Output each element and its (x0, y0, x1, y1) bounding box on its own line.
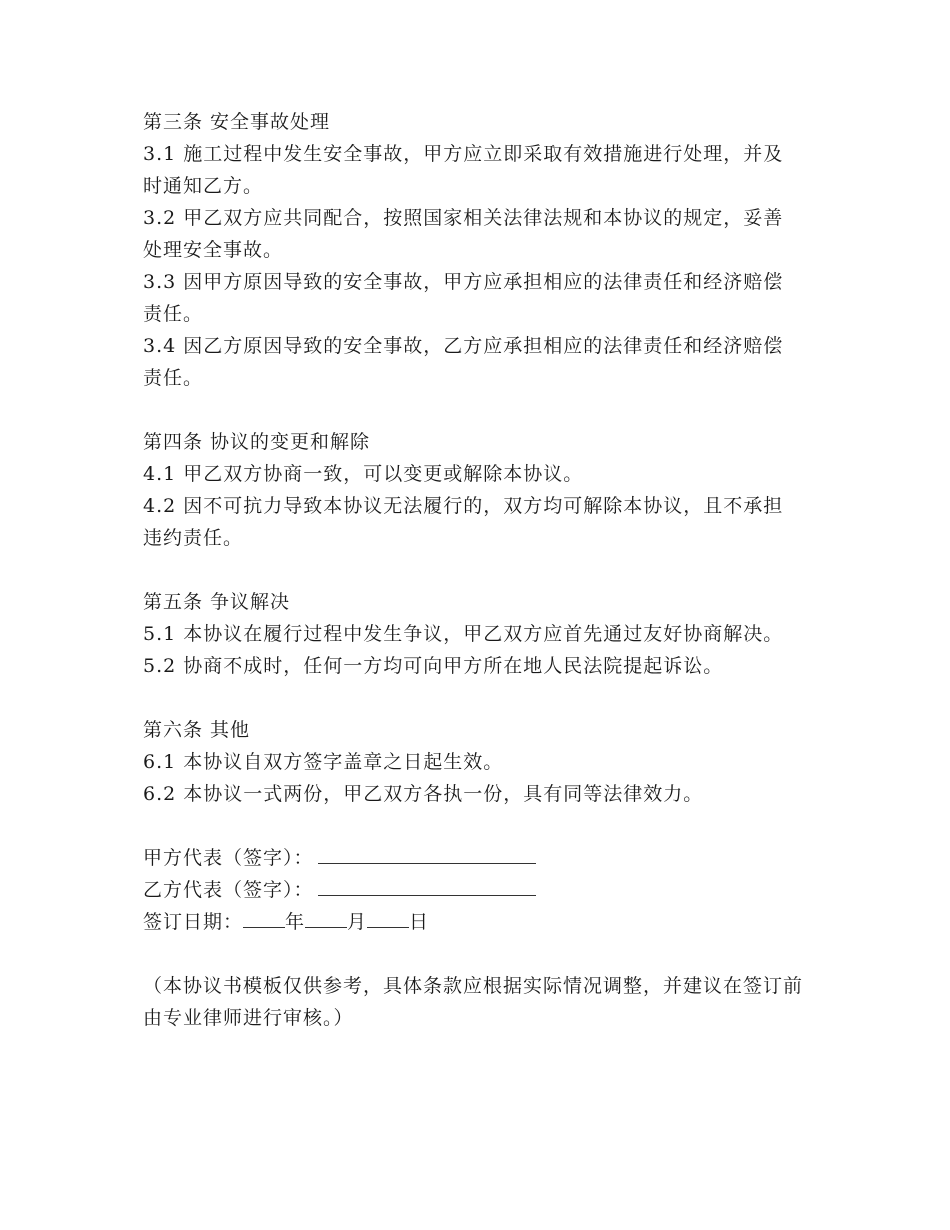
article-3-item-1: 3.1 施工过程中发生安全事故，甲方应立即采取有效措施进行处理，并及时通知乙方。 (143, 143, 784, 197)
article-3-item-2: 3.2 甲乙双方应共同配合，按照国家相关法律法规和本协议的规定，妥善处理安全事故。 (143, 207, 784, 261)
party-b-signature-line (143, 874, 803, 906)
article-4 (143, 426, 803, 554)
article-6 (143, 714, 803, 810)
month-label: 月 (347, 911, 368, 933)
article-5-item-2: 5.2 协商不成时，任何一方均可向甲方所在地人民法院提起诉讼。 (143, 655, 724, 677)
day-label: 日 (409, 911, 430, 933)
article-6-item-2: 6.2 本协议一式两份，甲乙双方各执一份，具有同等法律效力。 (143, 783, 704, 805)
party-a-label: 甲方代表（签字）： (143, 847, 314, 869)
party-a-signature-line (143, 842, 803, 874)
signature-block (143, 842, 803, 938)
article-5 (143, 586, 803, 682)
party-b-signature-blank (318, 875, 536, 896)
template-note-text: （本协议书模板仅供参考，具体条款应根据实际情况调整，并建议在签订前由专业律师进行审核。） (143, 975, 804, 1029)
article-6-item-1: 6.1 本协议自双方签字盖章之日起生效。 (143, 751, 504, 773)
article-3 (143, 106, 803, 394)
article-6-heading: 第六条 其他 (143, 719, 251, 741)
article-4-item-2: 4.2 因不可抗力导致本协议无法履行的，双方均可解除本协议，且不承担违约责任。 (143, 495, 784, 549)
signing-date-line (143, 906, 803, 938)
article-3-item-4: 3.4 因乙方原因导致的安全事故，乙方应承担相应的法律责任和经济赔偿责任。 (143, 335, 784, 389)
article-3-item-3: 3.3 因甲方原因导致的安全事故，甲方应承担相应的法律责任和经济赔偿责任。 (143, 271, 784, 325)
year-label: 年 (285, 911, 306, 933)
article-4-heading: 第四条 协议的变更和解除 (143, 431, 371, 453)
article-4-item-1: 4.1 甲乙双方协商一致，可以变更或解除本协议。 (143, 463, 584, 485)
document-body (143, 106, 803, 1034)
month-blank (305, 907, 347, 928)
year-blank (243, 907, 285, 928)
article-5-item-1: 5.1 本协议在履行过程中发生争议，甲乙双方应首先通过友好协商解决。 (143, 623, 784, 645)
template-note (143, 970, 803, 1034)
article-5-heading: 第五条 争议解决 (143, 591, 291, 613)
party-a-signature-blank (318, 843, 536, 864)
party-b-label: 乙方代表（签字）： (143, 879, 314, 901)
day-blank (367, 907, 409, 928)
date-label: 签订日期： (143, 911, 244, 933)
article-3-heading: 第三条 安全事故处理 (143, 111, 331, 133)
